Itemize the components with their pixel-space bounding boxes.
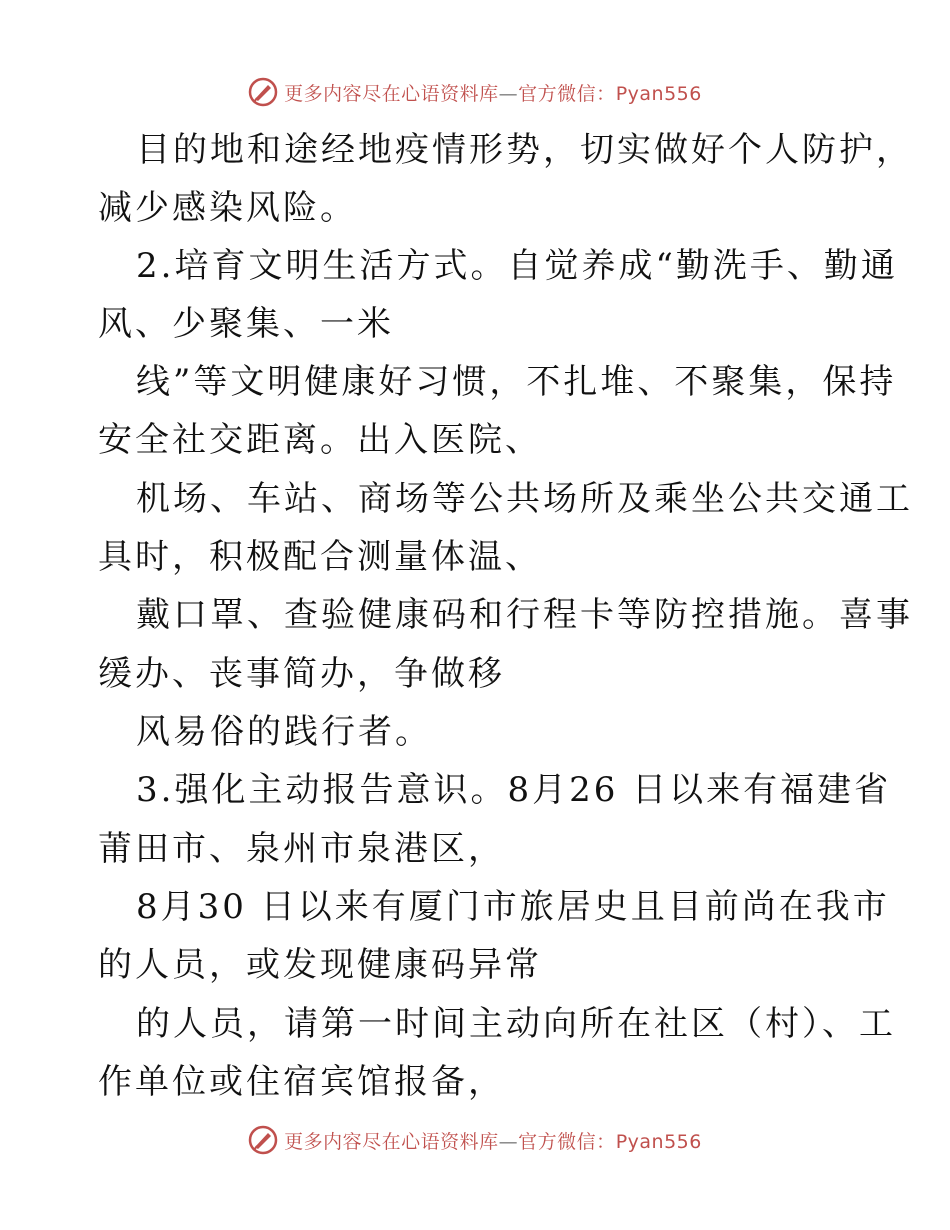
text-line: 的人员，或发现健康码异常 — [98, 945, 542, 985]
text-line: 机场、车站、商场等公共场所及乘坐公共交通工 — [136, 479, 913, 519]
text-line: 8月30 日以来有厦门市旅居史且目前尚在我市 — [136, 887, 890, 927]
footer-banner — [0, 1120, 950, 1160]
text-line: 的人员，请第一时间主动向所在社区（村）、工 — [136, 1004, 896, 1044]
text-line: 目的地和途经地疫情形势，切实做好个人防护， — [136, 130, 913, 170]
footer-banner-text — [284, 1127, 702, 1154]
text-line: 戴口罩、查验健康码和行程卡等防控措施。喜事 — [136, 595, 913, 635]
brand-text: 更多内容尽在心语资料库 — [284, 1130, 499, 1153]
text-line: 3.强化主动报告意识。8月26 日以来有福建省 — [136, 770, 892, 810]
text-line: 线”等文明健康好习惯，不扎堆、不聚集，保持 — [136, 362, 897, 402]
feather-pen-icon — [248, 77, 278, 107]
text-line: 作单位或住宿宾馆报备， — [98, 1062, 505, 1102]
separator: — — [498, 1130, 519, 1153]
header-banner-text — [284, 79, 702, 106]
contact-id: Pyan556 — [615, 82, 702, 105]
contact-id: Pyan556 — [615, 1130, 702, 1153]
text-line: 风、少聚集、一米 — [98, 304, 394, 344]
contact-label: 官方微信： — [518, 1130, 616, 1153]
feather-pen-icon — [248, 1125, 278, 1155]
text-line: 具时，积极配合测量体温、 — [98, 537, 542, 577]
text-line: 安全社交距离。出入医院、 — [98, 420, 542, 460]
brand-text: 更多内容尽在心语资料库 — [284, 82, 499, 105]
text-line: 减少感染风险。 — [98, 188, 357, 228]
text-line: 缓办、丧事简办，争做移 — [98, 654, 505, 694]
text-line: 风易俗的践行者。 — [136, 712, 432, 752]
contact-label: 官方微信： — [518, 82, 616, 105]
header-banner — [0, 72, 950, 112]
separator: — — [498, 82, 519, 105]
text-line: 莆田市、泉州市泉港区， — [98, 829, 505, 869]
text-line: 2.培育文明生活方式。自觉养成“勤洗手、勤通 — [136, 246, 898, 286]
